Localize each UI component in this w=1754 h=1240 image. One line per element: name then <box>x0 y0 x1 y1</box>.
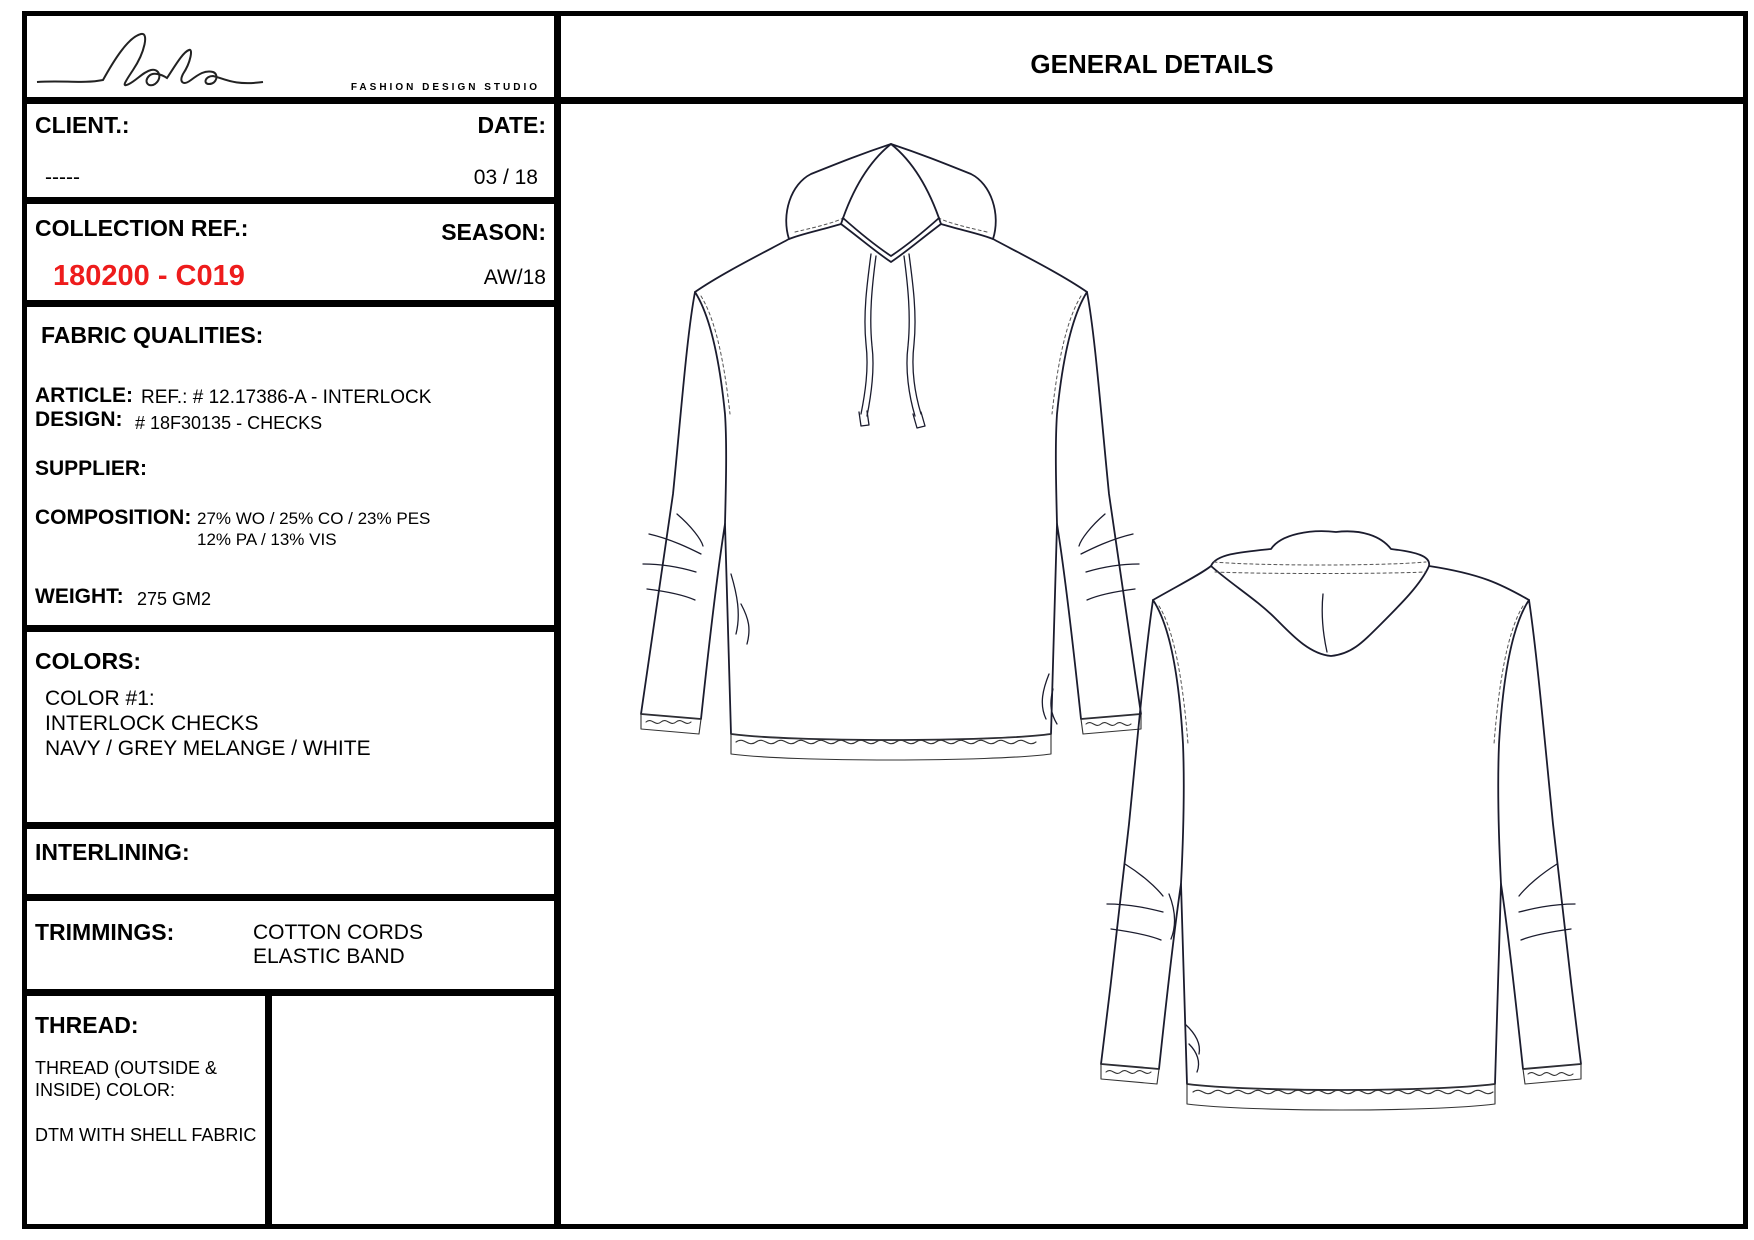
color-line1: COLOR #1: <box>45 687 155 710</box>
trimmings-label: TRIMMINGS: <box>35 919 175 945</box>
weight-value: 275 GM2 <box>137 589 212 609</box>
color-line2: INTERLOCK CHECKS <box>45 712 259 735</box>
client-date-box <box>22 99 559 202</box>
colors-box <box>22 627 559 827</box>
design-label: DESIGN: <box>35 408 123 431</box>
fabric-label: FABRIC QUALITIES: <box>41 322 264 348</box>
thread-line3: DTM WITH SHELL FABRIC <box>35 1125 257 1145</box>
client-value: ----- <box>45 166 80 189</box>
fabric-qualities-box <box>22 302 559 630</box>
thread-label: THREAD: <box>35 1012 139 1038</box>
weight-label: WEIGHT: <box>35 585 124 608</box>
thread-box <box>22 991 270 1229</box>
hoodie-back-sketch <box>1051 524 1651 1184</box>
trimmings-box <box>22 896 559 994</box>
article-label: ARTICLE: <box>35 384 133 407</box>
design-value: # 18F30135 - CHECKS <box>135 413 323 433</box>
collection-season-box <box>22 199 559 305</box>
article-value: REF.: # 12.17386-A - INTERLOCK <box>141 387 432 408</box>
collection-ref-value: 180200 - C019 <box>53 260 245 292</box>
season-label: SEASON: <box>441 219 546 245</box>
composition-label: COMPOSITION: <box>35 506 192 529</box>
lola-logo <box>33 22 273 102</box>
thread-line1: THREAD (OUTSIDE & <box>35 1058 218 1078</box>
trimming-item2: ELASTIC BAND <box>253 945 405 968</box>
date-value: 03 / 18 <box>473 166 538 189</box>
page-title: GENERAL DETAILS <box>1030 49 1274 79</box>
client-label: CLIENT.: <box>35 112 130 138</box>
thread-line2: INSIDE) COLOR: <box>35 1080 176 1100</box>
composition-line2: 12% PA / 13% VIS <box>197 530 337 549</box>
date-label: DATE: <box>477 112 546 138</box>
composition-line1: 27% WO / 25% CO / 23% PES <box>197 509 431 528</box>
colors-label: COLORS: <box>35 648 142 674</box>
collection-label: COLLECTION REF.: <box>35 215 249 241</box>
logo-box <box>22 11 559 102</box>
interlining-label: INTERLINING: <box>35 839 190 865</box>
thread-swatch-box <box>267 991 559 1229</box>
studio-name: FASHION DESIGN STUDIO <box>350 82 540 93</box>
general-details-header <box>556 11 1748 102</box>
supplier-label: SUPPLIER: <box>35 457 148 480</box>
trimming-item1: COTTON CORDS <box>253 921 423 944</box>
season-value: AW/18 <box>483 266 546 289</box>
sketch-area <box>556 99 1748 1229</box>
color-line3: NAVY / GREY MELANGE / WHITE <box>45 737 371 760</box>
interlining-box <box>22 824 559 899</box>
